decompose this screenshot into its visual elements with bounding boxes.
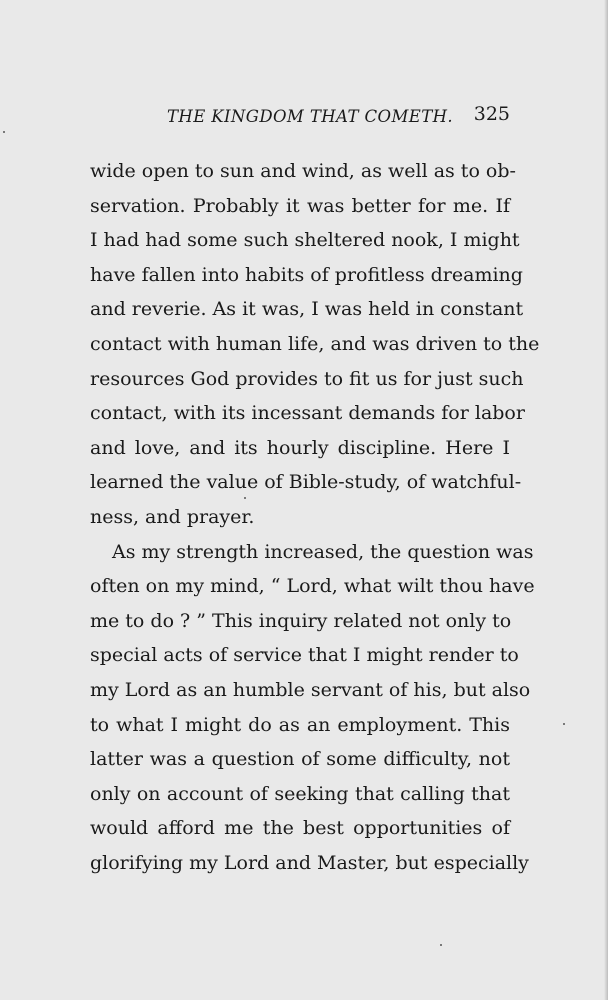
body-text (90, 154, 540, 880)
text-line: and reverie. As it was, I was held in constant (90, 298, 524, 321)
page-number: 325 (473, 103, 510, 125)
paragraph-start-line: As my strength increased, the question was (112, 540, 534, 563)
text-line: have fallen into habits of profitless dreaming (90, 263, 523, 286)
text-line: contact, with its incessant demands for labor (90, 402, 525, 425)
text-line: resources God provides to fit us for just such (90, 367, 524, 390)
text-line: me to do ? ” This inquiry related not only to (90, 609, 512, 632)
page-header (90, 102, 510, 132)
paper-speck (440, 944, 442, 946)
text-line: special acts of service that I might render to (90, 644, 519, 667)
text-line: servation. Probably it was better for me. If (90, 194, 510, 217)
paragraph-end-line: ness, and prayer. (90, 505, 255, 528)
text-line: wide open to sun and wind, as well as to ob- (90, 160, 516, 182)
text-line: to what I might do as an employment. This (90, 713, 510, 736)
text-line: only on account of seeking that calling that (90, 782, 510, 805)
paper-speck (563, 723, 565, 725)
running-title: THE KINGDOM THAT COMETH. (167, 107, 454, 126)
text-line: latter was a question of some difficulty, not (90, 748, 510, 771)
page-edge-shadow (604, 0, 608, 1000)
text-line: glorifying my Lord and Master, but especially (90, 851, 529, 874)
text-line: and love, and its hourly discipline. Here I (90, 436, 510, 459)
text-line: often on my mind, “ Lord, what wilt thou have (90, 575, 535, 598)
text-line: my Lord as an humble servant of his, but also (90, 678, 531, 701)
text-line: learned the value of Bible-study, of watchful- (90, 471, 522, 494)
paper-speck (3, 131, 5, 133)
paper-speck (244, 497, 246, 499)
text-line: contact with human life, and was driven to the (90, 332, 540, 355)
text-line: I had had some such sheltered nook, I might (90, 229, 520, 252)
text-line: would afford me the best opportunities of (90, 817, 510, 840)
